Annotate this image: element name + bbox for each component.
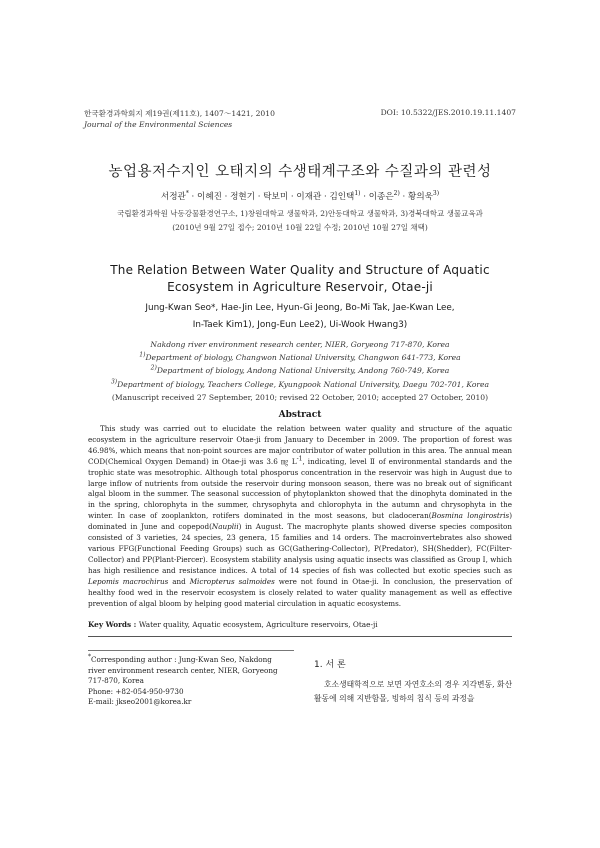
section-divider — [88, 636, 512, 637]
keywords-text: Water quality, Aquatic ecosystem, Agriculture reservoirs, Otae-ji — [138, 620, 378, 629]
ko-author-2: 이혜진 — [197, 192, 222, 202]
species-nauplii: Nauplii — [211, 522, 239, 532]
manuscript-dates: (Manuscript received 27 September, 2010; revised 22 October, 2010; accepted 27 October, 2010) — [111, 392, 489, 402]
english-authors-line-2: In-Taek Kim1), Jong-Eun Lee2), Ui-Wook Hwang3) — [192, 320, 408, 330]
ko-author-mark-6: 1) — [354, 190, 361, 198]
english-title — [70, 262, 530, 296]
affiliation-2: Department of biology, Andong National University, Andong 760-749, Korea — [156, 366, 450, 376]
abstract-body — [88, 424, 512, 609]
journal-header — [84, 108, 275, 130]
species-lepomis: Lepomis macrochirus — [88, 576, 169, 586]
abstract-text-4: ) in August. The macrophyte plants showed diverse species compositon consisted of 3 varieties, 24 species, 23 genera, 15 families and 14 orders. The macroinvertebrates also showed various FFG(Functional Feeding Groups) such as GC(Gathering-Collector), P(Predator), SH(Shedder), FC(Filter-Collector) and PP(Plant-Piercer). Ecosystem stability analysis using aquatic insects was classified as Group Ⅰ, which has high resilience and resistance indices. A total of 14 species of fish was collected but exotic species such as — [88, 522, 513, 575]
abstract-text-1: This study was carried out to elucidate the relation between water quality and structure of the aquatic ecosystem in the agriculture reservoir Otae-ji from January to December in 2009. The proportion of forest was 46.98%, which means that non-point sources are major contributor of water pollution in this area. The annual mean COD(Chemical Oxygen Demand) in Otae-ji was 3.6 ㎎ L — [88, 424, 512, 466]
species-micropterus: Micropterus salmoides — [189, 576, 275, 586]
doi-label[interactable]: DOI: 10.5322/JES.2010.19.11.1407 — [380, 108, 516, 117]
korean-authors: 서정관* · 이혜진 · 정현기 · 탁보미 · 이재관 · 김인택$^{1)}$ · 이종은$^{2)}$ · 황의욱$^{3)}$ — [160, 190, 440, 202]
footnote-phone: Phone: +82-054-950-9730 — [88, 686, 184, 696]
korean-dates: (2010년 9월 27일 접수; 2010년 10월 22일 수정; 2010년 10월 27일 채택) — [172, 223, 428, 232]
ko-author-4: 탁보미 — [263, 192, 289, 202]
corresponding-author-footnote: *Corresponding author : Jung-Kwan Seo, Nakdong river environment research center, NIER, Goryeong 717-870, Korea Phone: +82-054-950-9730 E-mail: jkseo2001@korea.kr — [88, 655, 288, 708]
journal-citation-ko: 한국환경과학회지 제19권(제11호), 1407～1421, 2010 — [84, 109, 275, 118]
english-authors — [70, 300, 530, 334]
ko-author-6: 김인택 — [329, 192, 355, 202]
species-bosmina: Bosmina longirostris — [431, 511, 510, 521]
abstract-heading: Abstract — [278, 410, 322, 420]
ko-author-mark-1: * — [185, 190, 189, 198]
section-title-introduction: 1. 서 론 — [314, 660, 346, 670]
abstract-text-2: , indicating, level Ⅱ of environmental standards and the trophic state was mesotrophic. Although total phosporus concentration in the reservoir was high in August due to large inflow of nutrients from outside the reservoir during monsoon season, there was no break out of significant algal bloom in the summer. The seasonal succession of phytoplankton showed that the dinophyta dominated in the in the spring, chlorophyta in the summer, chrysophyta and chlorophyta in the autumn and chrysophyta in the winter. In case of zooplankton, rotifers dominated in the most seasons, but cladoceran( — [88, 456, 513, 521]
keywords — [88, 620, 528, 629]
english-title-line-2: Ecosystem in Agriculture Reservoir, Otae-ji — [167, 280, 433, 294]
ko-author-mark-7: 2) — [393, 190, 400, 198]
affiliation-1: Department of biology, Changwon National University, Changwon 641-773, Korea — [145, 353, 461, 363]
abstract-text-5: were not found in Otae-ji. In conclusion, the preservation of healthy food wed in the reservoir ecosystem is closely related to water quality management as well as effective prevention of algal bloom by helping good material circulation in aquatic ecosystems. — [88, 576, 512, 608]
ko-author-8: 황의욱 — [408, 192, 433, 202]
footnote-divider — [88, 650, 294, 651]
korean-affiliations: 국립환경과학원 낙동강물환경연구소, 1)창원대학교 생물학과, 2)안동대학교 생물학과, 3)경북대학교 생물교육과 — [117, 209, 483, 218]
affiliation-3: Department of biology, Teachers College, Kyungpook National University, Daegu 702-701, Korea — [117, 379, 490, 389]
introduction-text: 호소생태학적으로 보면 자연호소의 경우 지각변동, 화산활동에 의해 지반함몰, 빙하의 침식 등의 과정을 — [314, 680, 513, 703]
ko-author-5: 이재관 — [296, 192, 322, 202]
keywords-label: Key Words : — [88, 620, 139, 629]
ko-author-3: 정현기 — [230, 192, 256, 202]
ko-author-1: 서정관 — [160, 192, 186, 202]
footnote-author: Corresponding author : Jung-Kwan Seo, Nakdong river environment research center, NIER, Goryeong 717-870, Korea — [88, 655, 278, 686]
english-title-line-1: The Relation Between Water Quality and Structure of Aquatic — [110, 263, 490, 277]
ko-author-7: 이종은 — [368, 192, 394, 202]
english-affiliations: Nakdong river environment research center, NIER, Goryeong 717-870, Korea $^{1)}$Department of biology, Changwon National University, Changwon 641-773, Korea $^{2)}$Department of biology, Andong National University, Andong 760-749, Korea $^{3)}$Department of biology, Teachers College, Kyungpook National University, Daegu 702-701, Korea (Manuscript received 27 September, 2010; revised 22 October, 2010; accepted 27 October, 2010) — [70, 338, 530, 404]
english-authors-line-1: Jung-Kwan Seo*, Hae-Jin Lee, Hyun-Gi Jeong, Bo-Mi Tak, Jae-Kwan Lee, — [145, 303, 455, 313]
affiliation-0: Nakdong river environment research center, NIER, Goryeong 717-870, Korea — [150, 340, 450, 349]
abstract-text-3: ) dominated in June and copepod( — [88, 511, 512, 532]
abstract-unit-sup: -1 — [296, 455, 303, 463]
abstract-text-and: and — [168, 576, 190, 586]
footnote-email[interactable]: E-mail: jkseo2001@korea.kr — [88, 697, 192, 707]
korean-title: 농업용저수지인 오태지의 수생태계구조와 수질과의 관련성 — [108, 164, 492, 180]
journal-name-en: Journal of the Environmental Sciences — [84, 120, 233, 129]
ko-author-mark-8: 3) — [432, 190, 440, 198]
